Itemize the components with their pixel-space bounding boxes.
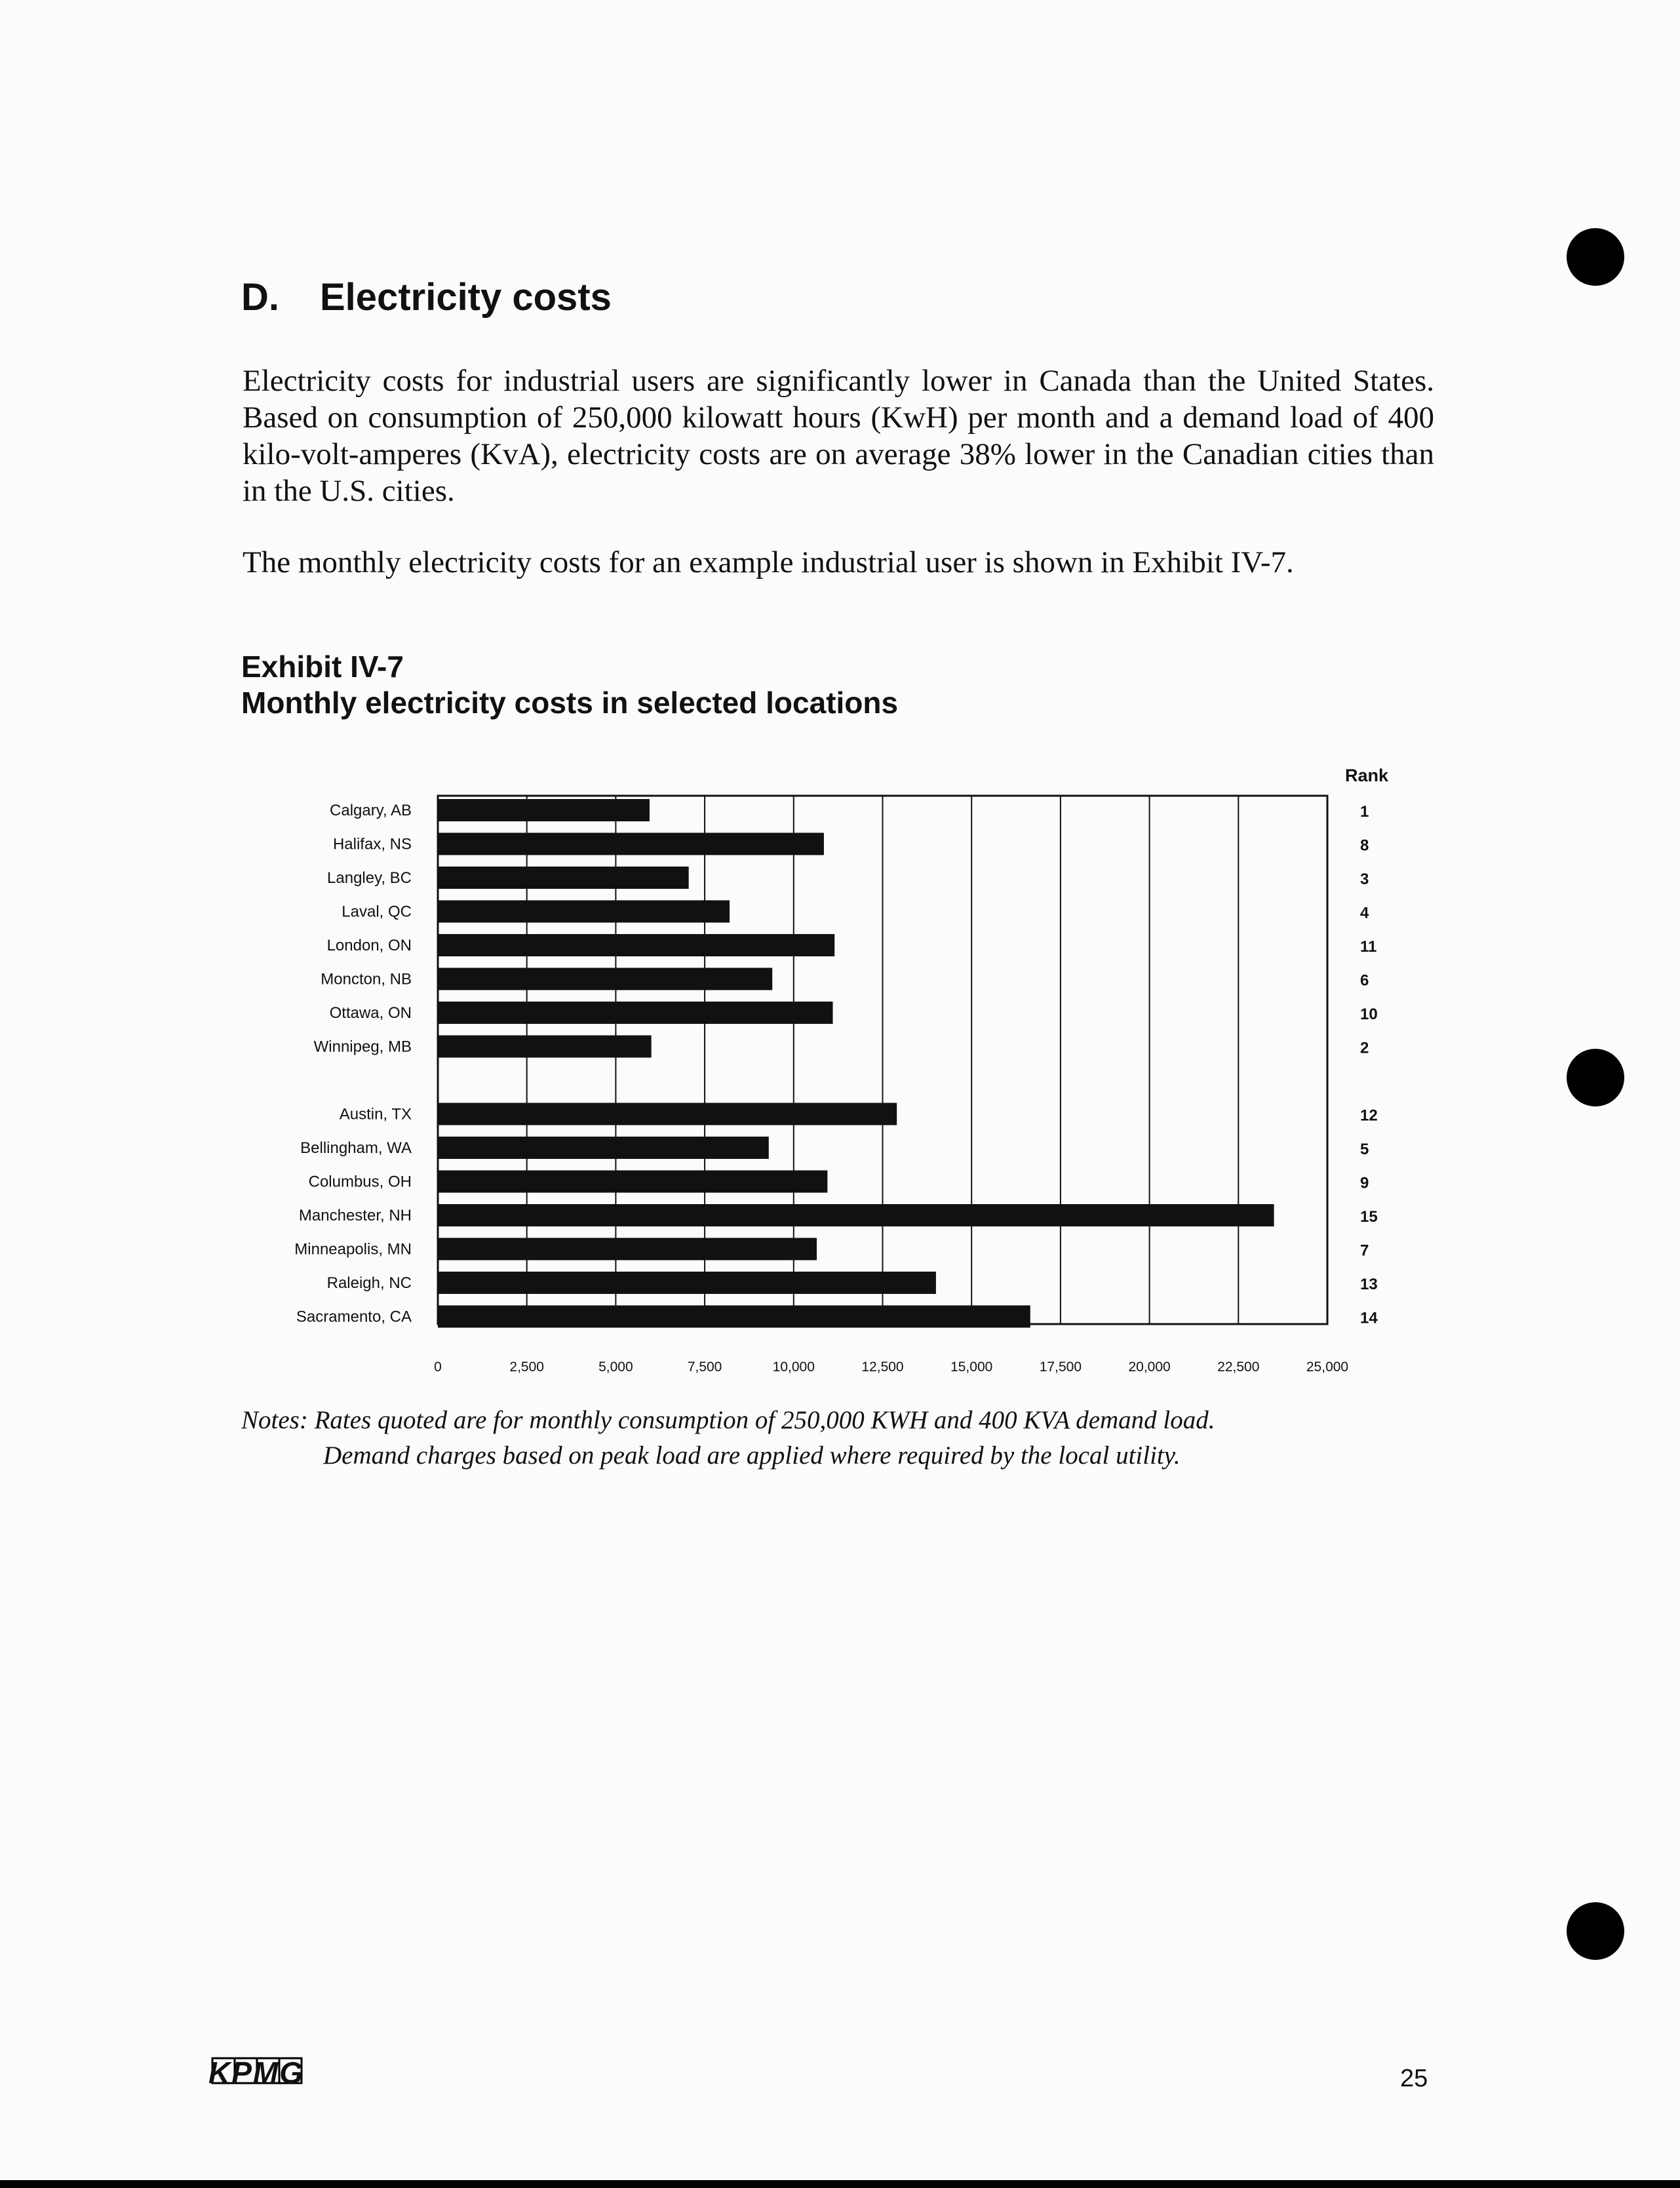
category-label: Austin, TX <box>339 1105 412 1123</box>
category-label: Calgary, AB <box>330 802 412 819</box>
rank-label: 10 <box>1360 1006 1378 1023</box>
x-tick-label: 7,500 <box>687 1359 722 1375</box>
binder-hole <box>1567 1049 1624 1106</box>
rank-label: 8 <box>1360 836 1369 855</box>
x-tick-label: 10,000 <box>772 1359 815 1375</box>
rank-label: 2 <box>1360 1039 1369 1057</box>
page-number: 25 <box>1400 2065 1428 2092</box>
x-tick-label: 25,000 <box>1306 1359 1349 1375</box>
rank-label: 1 <box>1360 803 1369 821</box>
bar <box>438 1036 652 1058</box>
rank-label: 15 <box>1360 1208 1378 1226</box>
x-tick-label: 2,500 <box>509 1359 544 1375</box>
x-tick-label: 5,000 <box>598 1359 633 1375</box>
bar <box>438 867 689 889</box>
category-label: Sacramento, CA <box>296 1308 412 1326</box>
x-tick-label: 22,500 <box>1217 1359 1260 1375</box>
x-tick-label: 0 <box>434 1359 442 1375</box>
category-label: Raleigh, NC <box>326 1274 412 1292</box>
section-title: Electricity costs <box>320 276 612 319</box>
bar <box>438 901 730 923</box>
category-label: Winnipeg, MB <box>313 1038 412 1056</box>
section-letter: D. <box>241 276 279 319</box>
bar <box>438 1002 833 1024</box>
bar <box>438 1103 897 1125</box>
rank-header: Rank <box>1344 766 1389 785</box>
binder-hole <box>1567 228 1624 286</box>
rank-label: 12 <box>1360 1106 1378 1125</box>
x-tick-label: 17,500 <box>1039 1359 1082 1375</box>
bar <box>438 1306 1030 1328</box>
bar <box>438 934 834 956</box>
rank-label: 9 <box>1360 1174 1369 1192</box>
category-label: Minneapolis, MN <box>294 1240 412 1259</box>
binder-hole <box>1567 1902 1624 1960</box>
bar <box>438 1171 827 1193</box>
notes-line-1: Rates quoted are for monthly consumption of 250,000 KWH and 400 KVA demand load. <box>314 1406 1215 1434</box>
category-label: Laval, QC <box>342 903 412 921</box>
notes-line-2: Demand charges based on peak load are applied where required by the local utility. <box>323 1441 1181 1470</box>
bar <box>438 1137 769 1159</box>
notes-label: Notes: <box>241 1406 308 1434</box>
category-label: Ottawa, ON <box>329 1004 412 1022</box>
category-label: Moncton, NB <box>321 970 412 988</box>
bar <box>438 833 824 855</box>
section-heading <box>241 275 612 319</box>
bar <box>438 968 772 990</box>
rank-label: 13 <box>1360 1276 1378 1293</box>
rank-label: 6 <box>1360 971 1369 990</box>
electricity-cost-bar-chart <box>249 754 1416 1377</box>
rank-label: 4 <box>1360 904 1369 922</box>
kpmg-logo: KPMG <box>208 2056 304 2090</box>
bar <box>438 1204 1274 1226</box>
category-label: Halifax, NS <box>332 835 412 853</box>
x-tick-label: 15,000 <box>950 1359 993 1375</box>
bar <box>438 1272 936 1294</box>
rank-label: 14 <box>1360 1309 1378 1327</box>
category-label: Manchester, NH <box>298 1207 412 1224</box>
category-label: London, ON <box>326 937 412 954</box>
body-paragraph-1: Electricity costs for industrial users are significantly lower in Canada than the United States. Based on consumption of 250,000 kilowatt hours (KwH) per month and a demand load of 400 kilo-volt-amperes (KvA), electricity costs are on average 38% lower in the Canadian cities than in the U.S. cities. <box>243 364 1434 508</box>
x-tick-label: 20,000 <box>1128 1359 1171 1375</box>
category-label: Columbus, OH <box>308 1173 412 1191</box>
page-bottom-border <box>0 2180 1680 2188</box>
category-label: Bellingham, WA <box>300 1139 412 1157</box>
exhibit-label: Exhibit IV-7 <box>241 650 404 684</box>
chart-notes <box>241 1403 1215 1474</box>
rank-label: 5 <box>1360 1141 1369 1158</box>
bar <box>438 799 650 821</box>
rank-label: 7 <box>1360 1241 1369 1260</box>
rank-label: 3 <box>1360 870 1369 888</box>
bar <box>438 1238 817 1260</box>
exhibit-title: Monthly electricity costs in selected locations <box>241 686 899 720</box>
x-tick-label: 12,500 <box>861 1359 904 1375</box>
rank-label: 11 <box>1360 938 1377 956</box>
body-paragraph-2: The monthly electricity costs for an example industrial user is shown in Exhibit IV-7. <box>243 545 1294 579</box>
category-label: Langley, BC <box>327 869 412 887</box>
